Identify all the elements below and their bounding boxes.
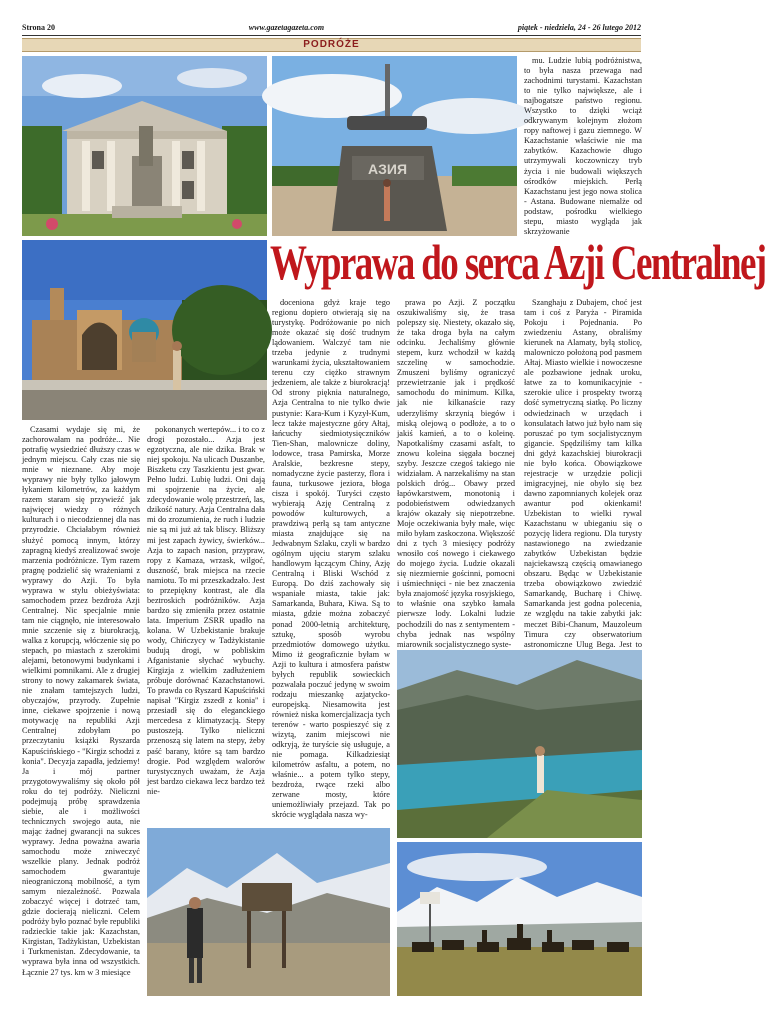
photo-building-statue (22, 56, 267, 236)
article-column-2 (147, 425, 265, 825)
header-rule (22, 35, 641, 36)
photo-asia-monument (272, 56, 517, 236)
article-column-5 (524, 298, 642, 649)
column-text: prawa po Azji. Z początku oszukiwaliśmy się, że trasa polepszy się. Niestety, okazało się, że taka droga była na całym odcinku. Jechaliśmy głównie stepem, kurz wchodził w każdą szczelinę w samochodzie. Zmuszeni byliśmy ograniczyć przewietrzanie jak i prędkość samochodu do minimum. Kilka, jak nie kilkanaście razy uderzyliśmy skrzynią biegów i miską olejową o podłoże, a to o jakiś kamień, a to o koleinę. Napotkaliśmy czasami asfalt, to znowu koleina sięgała bocznej szyby. Jeszcze czegoś takiego nie widziałam. A narzekaliśmy na stan polskich dróg... Obawy przed łapówkarstwem, monotonią i podobieństwem odwiedzanych krajów okazały się niepotrzebne. Moje oczekiwania były małe, więc miło byłam zaskoczona. Większość dni z tych 3 miesięcy podróży wnosiło coś nowego i ciekawego do mojego życia. Ludzie okazali się niezmiernie gościnni, pomocni i uśmiechnięci - nie bez znaczenia była znajomość języka rosyjskiego, to właśnie ona szybko łamała pierwsze lody. Lokalni ludzie pochodzili do nas z sentymentem - chyba jednak nas wspólny miarownik socjalistycznego syste- (397, 298, 515, 649)
article-title: Wyprawa do serca Azji Centralnej (270, 235, 766, 292)
page-header (22, 20, 641, 34)
column-text: Szanghaju z Dubajem, choć jest tam i coś z Paryża - Piramida Pokoju i Pojednania. Po zwiedzeniu Astany, obraliśmy kierunek na Alamaty, byłą stolicę, malowniczo położoną pod pasmem Ałtaj. Miasto wielkie i nowoczesne ale pozbawione jednak uroku, łatwe za to komunikacyjnie - szerokie ulice i prospekty tworzą dość symetryczną siatkę. Po liczny odwiedzinach w urzędach i konsulatach łatwo już było nam się poruszać po tym socjalistycznym gigancie. Spędziliśmy tam kilka dni gdyż kazachskiej biurokracji nie było końca. Obowiązkowe rejestracje w urzędzie policji imigracyjnej, nie obyło się bez dawno zapomnianych kolejek oraz awantur pod okienkami! Uzbekistan to wielki rywal Kazachstanu w ubieganiu się o pozycję lidera regionu. Dla turysty nastawionego na zwiedzanie zabytków Uzbekistan będzie najciekawszą częścią omawianego obszaru. Będąc w Uzbekistanie trzeba obowiązkowo zwiedzić Samarkandę, Bucharę i Chiwę. Samarkanda jest godna polecenia, ze względu na takie zabytki jak: meczet Bibi-Chanum, Mauzoleum Timura czy obserwatorium astronomiczne Ulug Bega. Jest to (524, 298, 642, 649)
monument-sign-text: АЗИЯ (368, 161, 408, 177)
photo-registan (22, 240, 267, 420)
photo-mountain-pass (147, 828, 390, 996)
website-url[interactable]: www.gazetagazeta.com (248, 22, 325, 32)
issue-date: piątek - niedziela, 24 - 26 lutego 2012 (517, 22, 641, 32)
column-text: mu. Ludzie lubią podróżnistwa, to była nasza przewaga nad zachodnimi turystami. Kazachstan to nie tylko największe, ale i najbogatsze państwo regionu. Wszystko to dzięki wciąż odkrywanym kolejnym złożom ropy naftowej i gazu ziemnego. W Kazachstanie właściwie nie ma zabytków. Kazachowie długo utrzymywali koczowniczy tryb życia i nie budowali większych ośrodków miejskich. Perłą Kazachstanu jest jego nowa stolica - Astana. Budowane niemalże od podstaw, pośrodku wielkiego stepu, miasto wygląda jak skrzyżowanie (524, 56, 642, 236)
column-text: pokonanych wertepów... i to co z drogi pozostało... Azja jest egzotyczna, ale nie dzika. Brak w niej spokoju. Na ulicach Duszanbe, Biszketu czy Taszkientu jest gwar. Pełno ludzi. Lubię ludzi. Oni dają mi spojrzenie na życie, ale zdecydowanie wolę przestrzeń, las, dzikość natury. Azja Centralna dała mi do zrozumienia, że ruch i ludzie nie są mi już aż tak bliscy. Bliższy mi jest zapach żywicy, świerków... Azja to zapach nasion, przypraw, ropy z Kamaza, wrzask, wilgoć, duszność, brak miejsca na rzecie namiotu. To mi przeszkadzało. Jest to przepiękny kontrast, ale dla beztroskich podróżników. Azja bardzo się zmieniła przez ostatnie lata. Imperium ZSRR upadło na kolana. W Uzbekistanie brakuje wody, Chińczycy w Tadżykistanie budują drogi, w pobliskim Afganistanie słychać wybuchy. Kirgizja z wielkim zadłużeniem próbuje dorównać Kazachstanowi. To prawda co Ryszard Kapuściński napisał "Kirgiz zszedł z konia" i przesiadł się do eleganckiego mercedesa z klimatyzacją. Stepy pustoszeją. Tylko nieliczni przenoszą się latem na stepy, żeby paść barany, które są tam bardzo drogie. Pod względem walorów turystycznych uważam, że Azja jest bardzo ciekawa lecz bardzo też nie- (147, 425, 265, 796)
article-column-1 (22, 425, 140, 995)
page-number: Strona 20 (22, 22, 55, 32)
article-column-4 (397, 298, 515, 649)
article-column-3 (272, 298, 390, 825)
column-text: Czasami wydaje się mi, że zachorowałam na podróże... Nie potrafię wysiedzieć dłuższy czas w jednym miejscu. Cały czas nie się mnie w nieznane. Aby moje wyprawy nie były tylko jałowym łykaniem kilometrów, za każdym razem staram się przywieźć jak najwięcej wiedzy o różnych kulturach i o niecodziennej dla nas przyrodzie. Chciałabym również służyć pomocą innym, którzy zapragną kiedyś zrealizować swoje marzenia podróżnicze. Tym razem pragnę podzielić się wrażeniami z wyprawy do Azji. To była wyprawa w stylu obieżyświata: samochodem przez bezdroża Azji Centralnej. Nic specjalnie mnie tam nie ciągnęło, nie interesowało mnie szczenie się z biurokracją, walka z korupcją, włóczenie się po stepach, po miastach z szerokimi alejami, betonowymi budynkami i wielkimi pomnikami. Ale z drugiej strony to nowy zakamarek świata, nie znałam tamtejszych ludzi, obyczajów, przyrody. Zupełnie inne, ciekawe spojrzenie i nową motywację na republiki Azji Centralnej zdobyłam po przeczytaniu książki Ryszarda Kapuścińskiego - "Kirgiz schodzi z konia". Decyzja zapadła, jedziemy! Ja i mój partner przygotowywaliśmy się około pół roku do tej podróży. Nieliczni podejmują próbę sprawdzenia siebie, ale i możliwości technicznych swojego auta, nie mając żadnej gwarancji na sukces wyprawy. Jedna poważna awaria samochodu może zniweczyć wszelkie plany. Jednak podróż samochodem gwarantuje nieograniczoną mobilność, a tym samym niezależność. Pozwala zobaczyć więcej i dotrzeć tam, gdzie docierają nieliczni. Celem podróży było poznać byłe republiki radzieckie takie jak: Kazachstan, Kirgistan, Tadżykistan, Uzbekistan i Turkmenistan. Zdecydowanie, ta wyprawa była inna od wszystkich. Łącznie 27 tys. km w 3 miesiące (22, 425, 140, 977)
article-column-top-right (524, 56, 642, 236)
column-text: doceniona gdyż kraje tego regionu dopiero otwierają się na turystykę. Podróżowanie po nich może okazać się dość trudnym lądowaniem. Walczyć tam nie trzeba jedynie z trudnymi warunkami życia, ukształtowaniem terenu czy ciężko strawnym jedzeniem, ale także z biurokracją! Od strony pięknia naturalnego, Azja Centralna to nie tylko dwie pustynie: Kara-Kum i Kyzył-Kum, lecz także majestyczne góry Ałtaj, łańcuchy siedmiotysięczników Tien-Shan, malownicze doliny, lodowce, trasa Pamirska, Morze Aralskie, bezkresne stepy, nomadyczne życie pasterzy, flora i fauna, turkusowe jeziora, błoga cisza i spokój. Turyści często wybierają Azję Centralną z powodów kulturowych, a prawdziwą perłą są tam antyczne miasta znajdujące się na Jedwabnym Szlaku, czyli w bardzo ogólnym ujęciu starym szlaku handlowym łączącym Chiny, Azję Centralną i Bliski Wschód z Europą. Do dziś zachowały się wspaniałe miasta, takie jak: Samarkanda, Buhara, Kiwa. Są to miasta, gdzie można zobaczyć ponad 2000-letnią architekturę, sztukę, sposób wyrobu przedmiotów domowego użytku. Mimo iż geograficznie byłam w Azji to kultura i atmosfera państw byłych republik sowieckich pozwalała poczuć jedynę w swoim rodzaju mieszankę azjatycko-europejską. Niesamowita jest również niska komercjalizacja tych terenów - warto pospieszyć się z wizytą, zanim miejscowi nie odkryją, że turyście się usługuje, a nie pomaga. Kilkadziesiąt kilometrów asfaltu, a potem, no właśnie... a potem tylko stepy, bezdroża, rwące rzeki albo zerwane mosty, które uniemożliwiały przejazd. Tak po skrócie wyglądała nasza wy- (272, 298, 390, 820)
section-banner: PODRÓŻE (22, 38, 641, 52)
photo-mountain-lake (397, 650, 642, 838)
photo-horsemen (397, 842, 642, 996)
